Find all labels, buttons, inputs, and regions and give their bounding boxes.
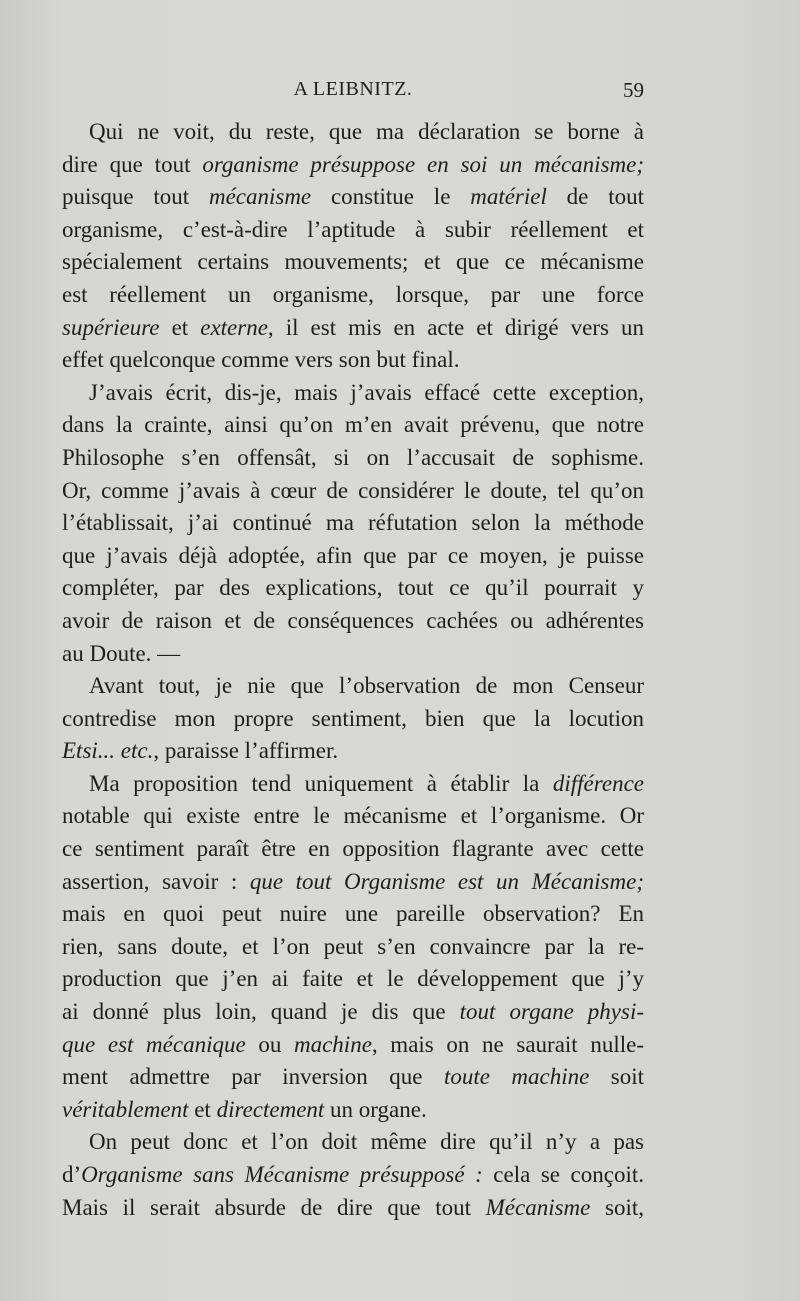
text-segment: effet quelconque comme vers son but final. — [62, 347, 460, 373]
text-line — [62, 1126, 644, 1159]
text-line — [62, 866, 644, 899]
text-line — [62, 670, 644, 703]
text-line — [62, 996, 644, 1029]
italic-segment: supérieure — [62, 314, 160, 340]
text-segment: mais en quoi peut nuire une pareille observation? En — [62, 901, 644, 927]
text-line — [62, 214, 644, 247]
text-line — [62, 638, 644, 671]
text-segment: et — [188, 1096, 217, 1122]
running-title: A LEIBNITZ. — [293, 78, 413, 100]
text-line — [62, 116, 644, 149]
text-segment: On peut donc et l’on doit même dire qu’il n’y a pas — [89, 1129, 644, 1155]
text-segment: notable qui existe entre le mécanisme et l’organisme. Or — [62, 803, 644, 829]
text-segment: Or, comme j’avais à cœur de considérer le doute, tel qu’on — [62, 477, 644, 503]
text-segment: production que j’en ai faite et le développement que j’y — [62, 966, 644, 992]
text-segment: , paraisse l’affirmer. — [153, 738, 339, 764]
text-segment: puisque tout — [62, 184, 209, 210]
text-segment: ou — [245, 1031, 294, 1057]
text-line — [62, 735, 644, 768]
text-segment: est réellement un organisme, lorsque, par une force — [62, 281, 644, 307]
text-segment: organisme, c’est-à-dire l’aptitude à subir réellement et — [62, 216, 644, 242]
text-segment: soit — [589, 1064, 645, 1090]
text-segment: rien, sans doute, et l’on peut s’en convaincre par la re- — [62, 933, 644, 959]
text-segment: l’établissait, j’ai continué ma réfutation selon la méthode — [62, 510, 644, 536]
italic-segment: directement — [216, 1096, 325, 1122]
italic-segment: matériel — [470, 184, 547, 210]
text-segment: spécialement certains mouvements; et que ce mécanisme — [62, 249, 644, 275]
italic-segment: machine — [293, 1031, 372, 1057]
text-line — [62, 931, 644, 964]
text-segment: et — [159, 314, 201, 340]
text-segment: de tout — [546, 184, 644, 210]
italic-segment: véritablement — [62, 1096, 189, 1122]
text-segment: Philosophe s’en offensât, si on l’accusait de sophisme. — [62, 444, 644, 470]
text-line — [62, 1094, 644, 1127]
text-segment: assertion, savoir : — [62, 868, 250, 894]
italic-segment: toute machine — [443, 1064, 590, 1090]
text-segment: avoir de raison et de conséquences cachées ou adhérentes — [62, 607, 644, 633]
text-line — [62, 377, 644, 410]
text-segment: , il est mis en acte et dirigé vers un — [267, 314, 644, 340]
page-number: 59 — [623, 78, 644, 102]
text-segment: un organe. — [324, 1096, 427, 1122]
text-line — [62, 605, 644, 638]
italic-segment: que est mécanique — [62, 1031, 246, 1057]
italic-segment: Mécanisme — [485, 1194, 591, 1220]
body-text — [62, 116, 644, 1224]
text-segment: dans la crainte, ainsi qu’on m’en avait prévenu, que notre — [62, 412, 644, 438]
italic-segment: que tout Organisme est un Mécanisme; — [249, 868, 644, 894]
text-segment: ment admettre par inversion que — [62, 1064, 444, 1090]
italic-segment: externe — [200, 314, 268, 340]
text-segment: J’avais écrit, dis-je, mais j’avais effacé cette exception, — [89, 379, 644, 405]
text-segment: ce sentiment paraît être en opposition flagrante avec cette — [62, 836, 644, 862]
text-line — [62, 1159, 644, 1192]
text-line — [62, 572, 644, 605]
text-line — [62, 540, 644, 573]
text-line — [62, 1029, 644, 1062]
text-line — [62, 833, 644, 866]
italic-segment: organisme présuppose en soi un mécanisme; — [202, 151, 644, 177]
text-line — [62, 800, 644, 833]
italic-segment: Etsi... etc. — [62, 738, 154, 764]
text-line — [62, 768, 644, 801]
italic-segment: tout organe physi- — [459, 999, 644, 1025]
text-segment: contredise mon propre sentiment, bien que la locution — [62, 705, 644, 731]
text-segment: cela se conçoit. — [482, 1162, 645, 1187]
text-line — [62, 344, 644, 377]
text-segment: ai donné plus loin, quand je dis que — [62, 999, 460, 1025]
text-segment: Qui ne voit, du reste, que ma déclaration se borne à — [89, 119, 644, 144]
text-segment: d’ — [62, 1162, 82, 1187]
text-segment: constitue le — [311, 184, 471, 210]
text-segment: compléter, par des explications, tout ce qu’il pourrait y — [62, 575, 644, 601]
text-segment: Mais il serait absurde de dire que tout — [62, 1194, 486, 1220]
text-line — [62, 1192, 644, 1225]
italic-segment: Organisme sans Mécanisme présupposé : — [81, 1162, 483, 1187]
text-line — [62, 442, 644, 475]
text-line — [62, 312, 644, 345]
italic-segment: mécanisme — [208, 184, 312, 210]
text-line — [62, 279, 644, 312]
text-segment: soit, — [590, 1194, 644, 1220]
text-line — [62, 898, 644, 931]
text-segment: Ma proposition tend uniquement à établir la — [89, 770, 553, 796]
text-segment: que j’avais déjà adoptée, afin que par ce moyen, je puisse — [62, 542, 644, 568]
text-line — [62, 181, 644, 214]
italic-segment: différence — [552, 770, 644, 796]
text-segment: dire que tout — [62, 151, 203, 177]
page-header — [62, 70, 644, 110]
text-line — [62, 149, 644, 182]
text-line — [62, 246, 644, 279]
text-line — [62, 507, 644, 540]
text-line — [62, 475, 644, 508]
text-line — [62, 1061, 644, 1094]
text-segment: au Doute. — — [62, 640, 181, 666]
text-segment: , mais on ne saurait nulle- — [371, 1031, 644, 1057]
text-segment: Avant tout, je nie que l’observation de mon Censeur — [89, 673, 644, 699]
text-line — [62, 963, 644, 996]
text-line — [62, 703, 644, 736]
text-line — [62, 409, 644, 442]
